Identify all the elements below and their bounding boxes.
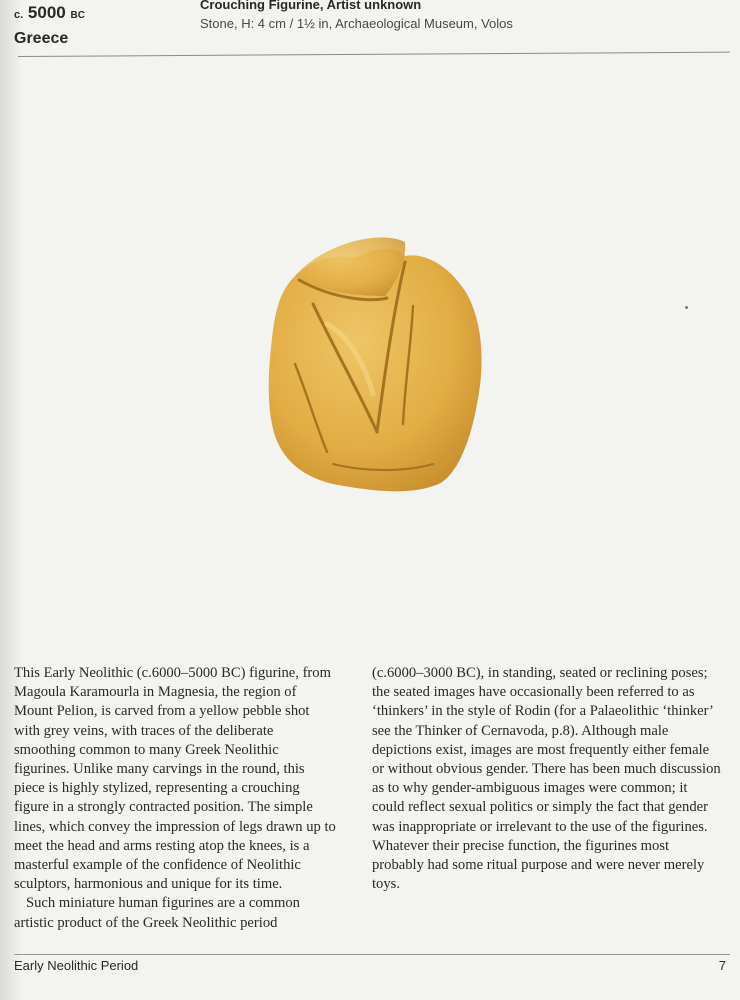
body-paragraph: Such miniature human figurines are a common artistic product of the Greek Neolithic period xyxy=(14,895,300,931)
body-paragraph: This Early Neolithic (c.6000–5000 BC) figurine, from Magoula Karamourla in Magnesia, the region of Mount Pelion, is carved from a yellow pebble shot with grey veins, with traces of the deliberate smoothing common to many Greek Neolithic figurines. Unlike many carvings in the round, this piece is highly stylized, representing a crouching figure in a strongly contracted position. The simple lines, which convey the impression of legs drawn up to meet the head and arms resting atop the knees, is a masterful example of the confidence of Neolithic sculptors, harmonious and unique for its time. xyxy=(14,665,336,893)
figurine-illustration xyxy=(255,214,495,504)
page-number: 7 xyxy=(718,958,726,973)
body-column-right xyxy=(372,664,722,894)
section-label: Early Neolithic Period xyxy=(14,958,139,973)
artwork-caption xyxy=(200,0,513,33)
figurine-image xyxy=(255,214,495,504)
header-rule xyxy=(18,52,730,57)
footer-rule xyxy=(14,954,730,955)
region-label: Greece xyxy=(14,30,69,47)
page-speck xyxy=(685,306,688,309)
body-paragraph: (c.6000–3000 BC), in standing, seated or reclining poses; the seated images have occasionally been referred to as ‘thinkers’ in the style of Rodin (for a Palaeolithic ‘thinker’ see the Thinker of Cernavoda, p.8). Although male depictions exist, images are most frequently either female or without obvious gender. There has been much discussion as to why gender-ambiguous images were common; it could reflect sexual politics or simply the fact that gender was inappropriate or irrelevant to the use of the figurines. Whatever their precise function, the figurines most probably had some ritual purpose and were never merely toys. xyxy=(372,665,721,893)
date-block xyxy=(14,2,85,51)
date-line xyxy=(14,2,85,27)
date-suffix: BC xyxy=(70,10,85,21)
body-column-left xyxy=(14,664,336,933)
artwork-title: Crouching Figurine, Artist unknown xyxy=(200,0,422,12)
artwork-meta: Stone, H: 4 cm / 1½ in, Archaeological Museum, Volos xyxy=(200,16,513,31)
date-value: 5000 xyxy=(27,3,66,22)
date-prefix: c. xyxy=(14,9,24,21)
